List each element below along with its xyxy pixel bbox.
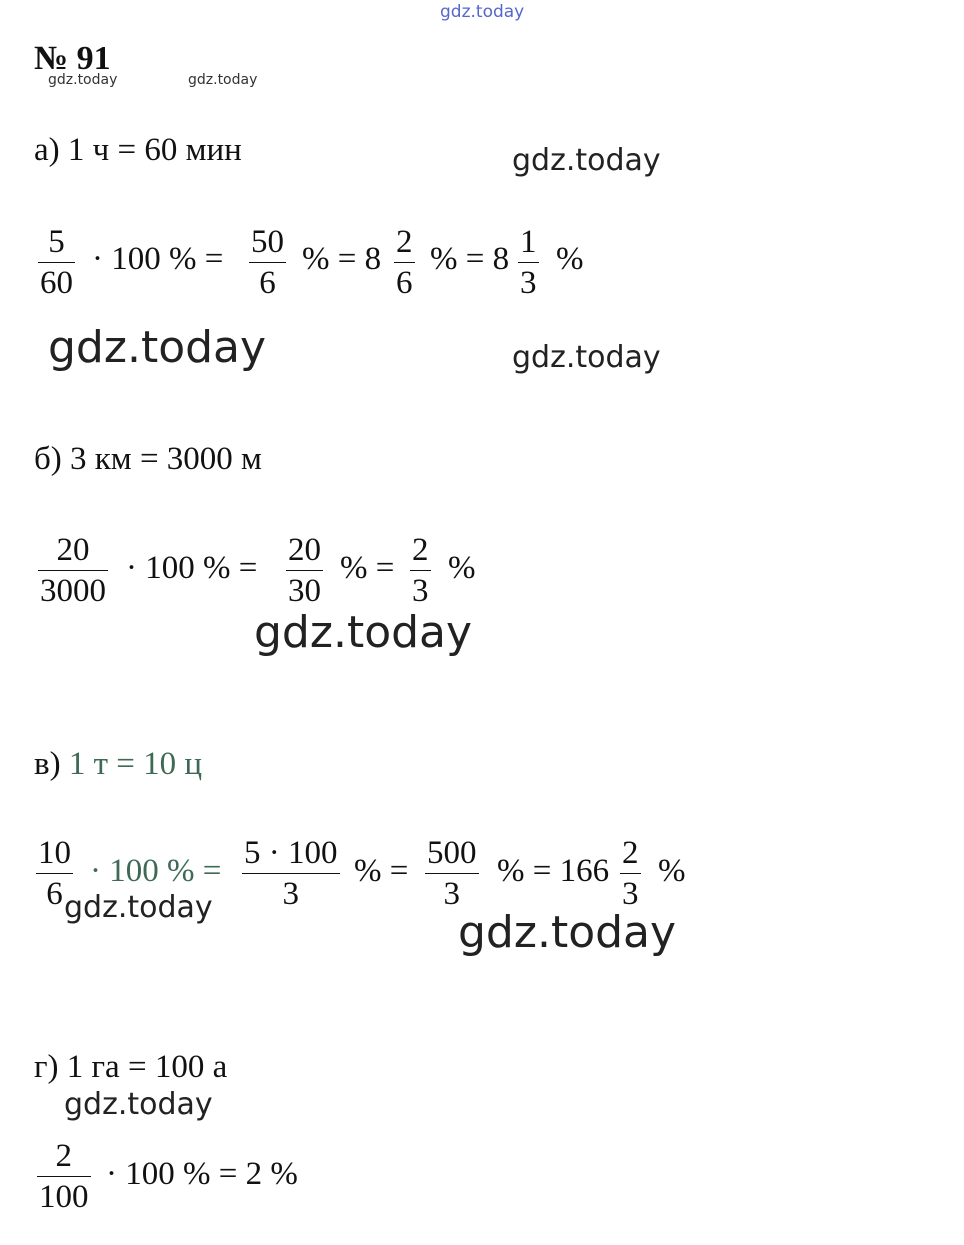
part-a-text-3: % = 8: [430, 241, 510, 277]
part-c-text-4: %: [658, 853, 686, 889]
watermark-text: gdz.today: [458, 907, 677, 958]
denominator: 6: [259, 265, 276, 301]
part-b-text-2: % =: [340, 550, 395, 586]
watermark-text: gdz.today: [440, 2, 525, 22]
watermark-text: gdz.today: [48, 322, 267, 373]
denominator: 3: [443, 876, 460, 912]
numerator: 5: [48, 224, 65, 260]
part-d-fraction-1: [37, 1136, 91, 1217]
watermark-text: gdz.today: [48, 72, 118, 88]
part-c-text-2: % =: [354, 853, 409, 889]
denominator: 3: [412, 573, 429, 609]
denominator: 3: [520, 265, 537, 301]
numerator: 20: [56, 532, 90, 568]
part-c-equation: 1 т = 10 ц: [68, 746, 203, 782]
watermark-text: gdz.today: [188, 72, 258, 88]
part-a-text-2: % = 8: [302, 241, 382, 277]
numerator: 5 · 100: [244, 835, 338, 871]
part-d-condition: г) 1 га = 100 а: [34, 1049, 228, 1085]
part-a-text-1: · 100 % =: [92, 241, 224, 277]
denominator: 3000: [40, 573, 106, 609]
part-a-fraction-1: [38, 222, 75, 303]
numerator: 2: [55, 1138, 72, 1174]
denominator: 60: [40, 265, 73, 301]
numerator: 2: [622, 835, 639, 871]
part-b-fraction-3: [410, 530, 431, 611]
problem-number: № 91: [34, 40, 111, 77]
part-a-text-4: %: [556, 241, 584, 277]
numerator: 1: [520, 224, 537, 260]
part-c-fraction-1: [36, 833, 73, 914]
part-a-fraction-2: [249, 222, 286, 303]
part-b-text-3: %: [448, 550, 476, 586]
numerator: 50: [251, 224, 284, 260]
numerator: 10: [38, 835, 71, 871]
watermark-text: gdz.today: [254, 607, 473, 658]
numerator: 20: [288, 532, 321, 568]
numerator: 500: [427, 835, 477, 871]
denominator: 3: [622, 876, 639, 912]
denominator: 3: [282, 876, 299, 912]
numerator: 2: [396, 224, 413, 260]
part-d-text-1: · 100 % = 2 %: [106, 1156, 298, 1192]
part-c-fraction-4: [620, 833, 641, 914]
part-c-fraction-3: [425, 833, 479, 914]
part-b-fraction-1: [38, 530, 108, 611]
part-c-label: в): [34, 746, 61, 782]
denominator: 6: [46, 876, 63, 912]
part-a-condition: а) 1 ч = 60 мин: [34, 132, 242, 168]
denominator: 6: [396, 265, 413, 301]
part-a-fraction-4: [518, 222, 539, 303]
part-c-condition: [34, 746, 202, 783]
part-b-fraction-2: [286, 530, 323, 611]
denominator: 100: [39, 1179, 89, 1215]
part-c-text-1: · 100 % =: [90, 853, 222, 889]
denominator: 30: [288, 573, 321, 609]
watermark-text: gdz.today: [512, 143, 661, 178]
part-a-fraction-3: [394, 222, 415, 303]
part-b-text-1: · 100 % =: [126, 550, 258, 586]
watermark-text: gdz.today: [64, 890, 213, 925]
part-c-fraction-2: [242, 833, 340, 914]
part-b-condition: б) 3 км = 3000 м: [34, 441, 262, 477]
part-c-text-3: % = 166: [497, 853, 610, 889]
watermark-text: gdz.today: [64, 1087, 213, 1122]
numerator: 2: [412, 532, 429, 568]
watermark-text: gdz.today: [512, 340, 661, 375]
